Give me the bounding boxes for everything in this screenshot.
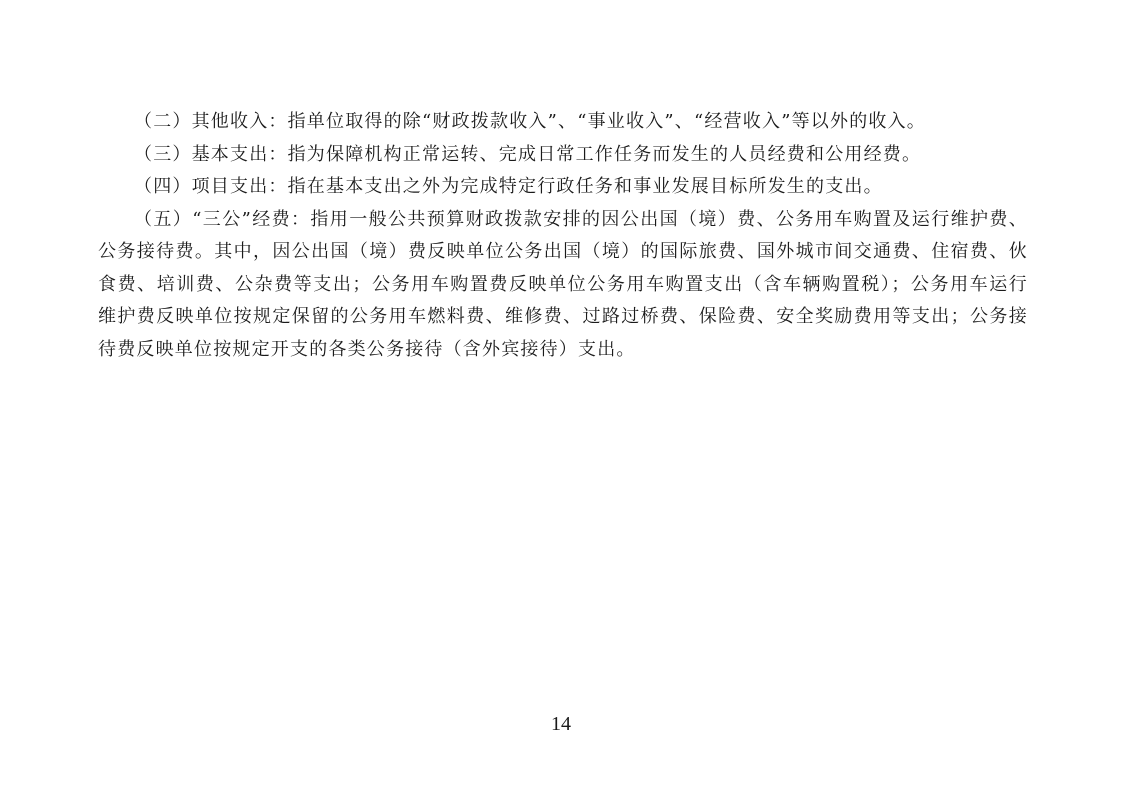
page-number: 14 — [551, 713, 571, 735]
paragraph-basic-expenditure: （三）基本支出：指为保障机构正常运转、完成日常工作任务而发生的人员经费和公用经费。 — [134, 143, 922, 165]
paragraph-project-expenditure: （四）项目支出：指在基本支出之外为完成特定行政任务和事业发展目标所发生的支出。 — [134, 176, 883, 197]
paragraph-three-public-expenses: （五）“三公”经费：指用一般公共预算财政拨款安排的因公出国（境）费、公务用车购置及运行维护费、公务接待费。其中，因公出国（境）费反映单位公务出国（境）的国际旅费、国外城市间交通费、住宿费、伙食费、培训费、公杂费等支出；公务用车购置费反映单位公务用车购置支出（含车辆购置税）；公务用车运行维护费反映单位按规定保留的公务用车燃料费、维修费、过路过桥费、保险费、安全奖励费用等支出；公务接待费反映单位按规定开支的各类公务接待（含外宾接待）支出。 — [98, 208, 1028, 360]
paragraph-other-income: （二）其他收入：指单位取得的除“财政拨款收入”、“事业收入”、“经营收入”等以外的收入。 — [134, 111, 927, 132]
document-body — [98, 106, 1028, 366]
